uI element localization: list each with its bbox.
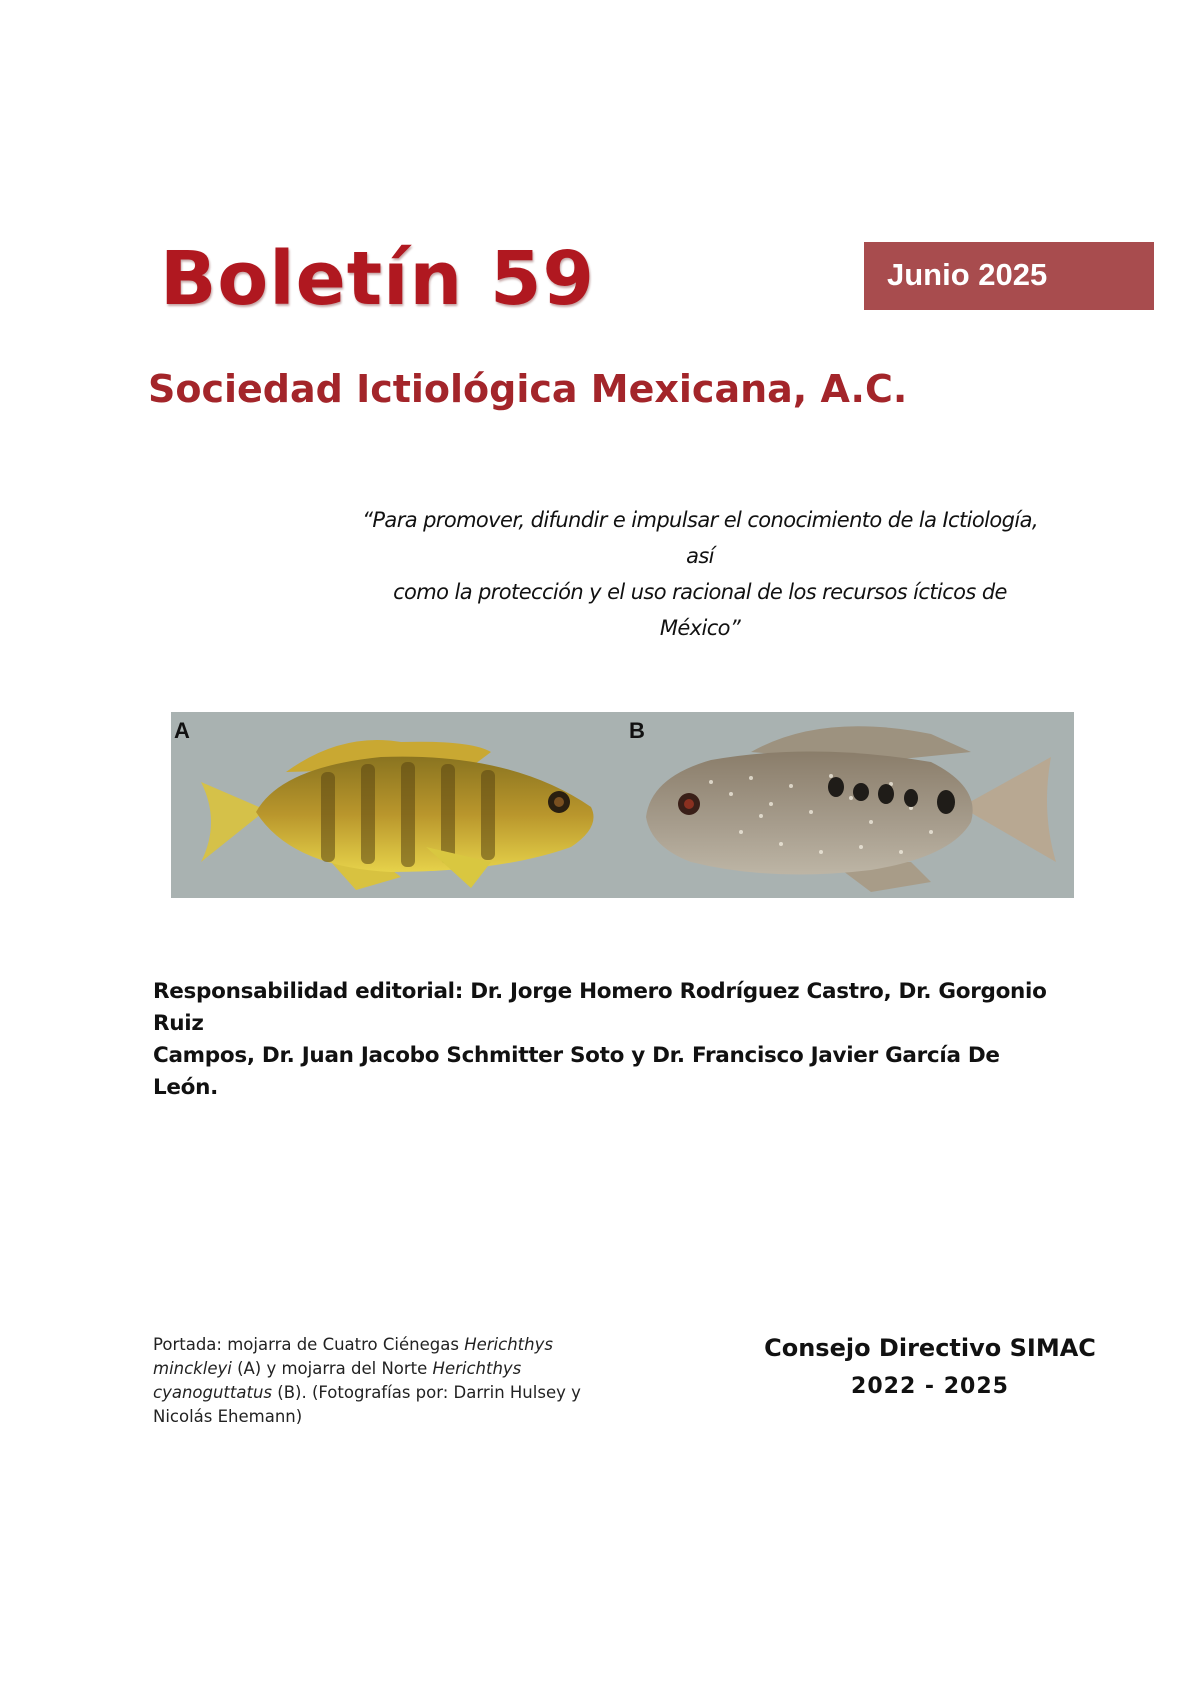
date-label: Junio 2025 bbox=[887, 257, 1048, 292]
editorial-responsibility bbox=[153, 976, 1053, 1104]
motto-line-1: “Para promover, difundir e impulsar el conocimiento de la Ictiología, así bbox=[362, 508, 1038, 568]
fish-b bbox=[646, 726, 1056, 892]
bulletin-title: Boletín 59 bbox=[160, 236, 595, 322]
council-title: Consejo Directivo SIMAC bbox=[764, 1334, 1096, 1362]
cover-caption bbox=[153, 1333, 593, 1429]
date-badge bbox=[864, 242, 1154, 310]
fish-a bbox=[201, 740, 594, 890]
editorial-line-2: Campos, Dr. Juan Jacobo Schmitter Soto y Dr. Francisco Javier García De León. bbox=[153, 1043, 1000, 1100]
council-years: 2022 - 2025 bbox=[851, 1374, 1009, 1399]
caption-species-1: Herichthys minckleyi bbox=[153, 1335, 553, 1378]
caption-species-2: Herichthys cyanoguttatus bbox=[153, 1359, 522, 1402]
society-name: Sociedad Ictiológica Mexicana, A.C. bbox=[148, 367, 908, 411]
fish-illustration bbox=[171, 712, 1074, 898]
editorial-line-1: Responsabilidad editorial: Dr. Jorge Homero Rodríguez Castro, Dr. Gorgonio Ruiz bbox=[153, 979, 1047, 1036]
caption-text-3: (B). (Fotografías por: Darrin Hulsey y Nicolás Ehemann) bbox=[153, 1383, 581, 1426]
motto-line-2: como la protección y el uso racional de los recursos ícticos de México” bbox=[393, 580, 1007, 640]
cover-photo bbox=[171, 712, 1074, 898]
caption-text-1: Portada: mojarra de Cuatro Ciénegas bbox=[153, 1335, 465, 1354]
panel-label-a: A bbox=[174, 718, 190, 743]
panel-label-b: B bbox=[629, 718, 645, 743]
council-block bbox=[760, 1332, 1100, 1402]
motto bbox=[350, 502, 1050, 646]
caption-text-2: (A) y mojarra del Norte bbox=[231, 1359, 433, 1378]
